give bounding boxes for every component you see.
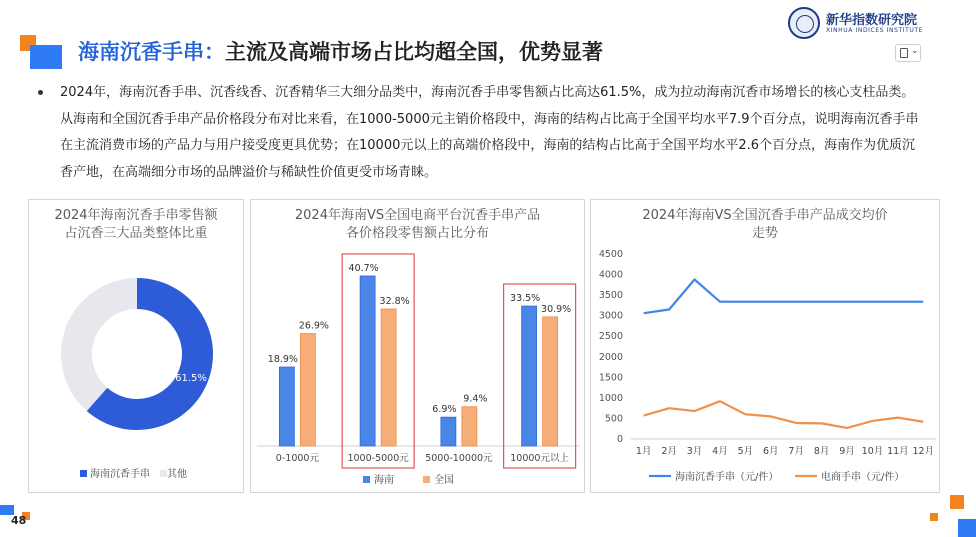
logo-subtitle: XINHUA INDICES INSTITUTE	[826, 27, 924, 34]
data-label: 40.7%	[348, 262, 379, 274]
title-highlight: 海南沉香手串：	[78, 40, 225, 64]
data-label: 26.9%	[298, 320, 329, 332]
bar	[279, 367, 294, 446]
data-label: 6.9%	[432, 404, 457, 416]
chevron-down-icon: ⌄	[911, 46, 919, 56]
clipboard-icon	[900, 48, 908, 58]
legend-label: 海南沉香手串（元/件）	[675, 472, 779, 483]
bar	[441, 417, 456, 446]
page-number: 48	[11, 514, 27, 527]
donut-slice	[61, 278, 137, 411]
seal-icon	[788, 7, 820, 39]
legend-label: 海南	[374, 475, 394, 486]
data-label: 32.8%	[379, 295, 410, 307]
page-title	[78, 36, 603, 66]
x-tick-label: 8月	[813, 446, 830, 457]
body-paragraph: 2024年，海南沉香手串、沉香线香、沉香精华三大细分品类中，海南沉香手串零售额占比高达61.5%，成为拉动海南沉香市场增长的核心支柱品类。从海南和全国沉香手串产品价格段分布对比来看，在1000-5000元主销价格段中，海南的结构占比高于全国平均水平7.9个百分点，说明海南沉香手串在主流消费市场的产品力与用户接受度更具优势；在10000元以上的高端价格段中，海南的结构占比高于全国平均水平2.6个百分点，海南作为优质沉香产地，在高端细分市场的品牌溢价与稀缺性价值更受市场青睐。	[60, 85, 919, 180]
corner-decoration	[958, 519, 976, 537]
x-tick-label: 7月	[788, 446, 804, 457]
y-tick-label: 0	[616, 434, 623, 445]
chart-title-line: 各价格段零售额占比分布	[345, 226, 489, 241]
legend-swatch	[160, 470, 167, 477]
legend-label: 海南沉香手串	[90, 469, 150, 480]
chart-title-line: 2024年海南沉香手串零售额	[54, 208, 218, 223]
chart-title-line: 2024年海南VS全国沉香手串产品成交均价	[642, 208, 888, 223]
y-tick-label: 500	[604, 413, 623, 425]
x-tick-label: 0-1000元	[275, 453, 319, 464]
bar-chart	[251, 200, 586, 494]
legend-label: 其他	[167, 469, 187, 480]
paste-options-button[interactable]	[895, 44, 921, 62]
x-tick-label: 4月	[712, 446, 728, 457]
x-tick-label: 11月	[887, 446, 909, 457]
y-tick-label: 2500	[598, 331, 623, 343]
logo-name: 新华指数研究院	[826, 13, 918, 28]
x-tick-label: 1月	[635, 446, 652, 457]
bar-chart-panel	[250, 199, 585, 493]
x-tick-label: 6月	[763, 446, 779, 457]
donut-chart-panel	[28, 199, 244, 493]
corner-decoration	[30, 45, 62, 69]
chart-title-line: 占沉香三大品类整体比重	[64, 226, 208, 241]
data-label: 30.9%	[541, 303, 572, 315]
legend-label: 全国	[434, 475, 454, 486]
legend-swatch	[363, 476, 370, 483]
data-label: 9.4%	[463, 393, 488, 405]
bar	[360, 276, 375, 446]
bar	[381, 309, 396, 446]
title-rest: 主流及高端市场占比均超全国，优势显著	[225, 40, 603, 64]
logo	[788, 7, 938, 41]
data-label: 33.5%	[510, 293, 541, 305]
bar	[543, 317, 558, 446]
y-tick-label: 3500	[598, 290, 623, 302]
bar	[462, 407, 477, 446]
chart-title-line: 走势	[751, 226, 778, 241]
x-tick-label: 2月	[661, 446, 677, 457]
x-tick-label: 12月	[912, 446, 935, 457]
x-tick-label: 9月	[839, 446, 855, 457]
bar	[300, 334, 315, 446]
data-label: 18.9%	[267, 354, 298, 366]
x-tick-label: 1000-5000元	[347, 453, 409, 464]
bullet-icon	[38, 90, 43, 95]
x-tick-label: 10000元以上	[510, 453, 569, 464]
line-chart	[591, 200, 941, 494]
legend-swatch	[423, 476, 430, 483]
series-line	[644, 401, 924, 428]
y-tick-label: 1500	[598, 372, 623, 384]
highlight-box	[342, 254, 414, 468]
legend-swatch	[80, 470, 87, 477]
series-line	[644, 279, 924, 313]
y-tick-label: 2000	[598, 351, 623, 363]
y-tick-label: 3000	[598, 310, 623, 322]
data-label: 61.5%	[175, 373, 207, 384]
donut-chart	[29, 200, 245, 494]
corner-decoration	[930, 513, 938, 521]
y-tick-label: 4000	[598, 269, 623, 281]
corner-decoration	[950, 495, 964, 509]
chart-title-line: 2024年海南VS全国电商平台沉香手串产品	[294, 208, 541, 223]
bar	[522, 306, 537, 446]
x-tick-label: 5000-10000元	[425, 453, 493, 464]
y-tick-label: 1000	[598, 392, 623, 404]
x-tick-label: 5月	[737, 446, 754, 457]
x-tick-label: 10月	[861, 446, 884, 457]
legend-label: 电商手串（元/件）	[821, 472, 905, 483]
x-tick-label: 3月	[686, 446, 703, 457]
y-tick-label: 4500	[598, 249, 623, 260]
line-chart-panel	[590, 199, 940, 493]
